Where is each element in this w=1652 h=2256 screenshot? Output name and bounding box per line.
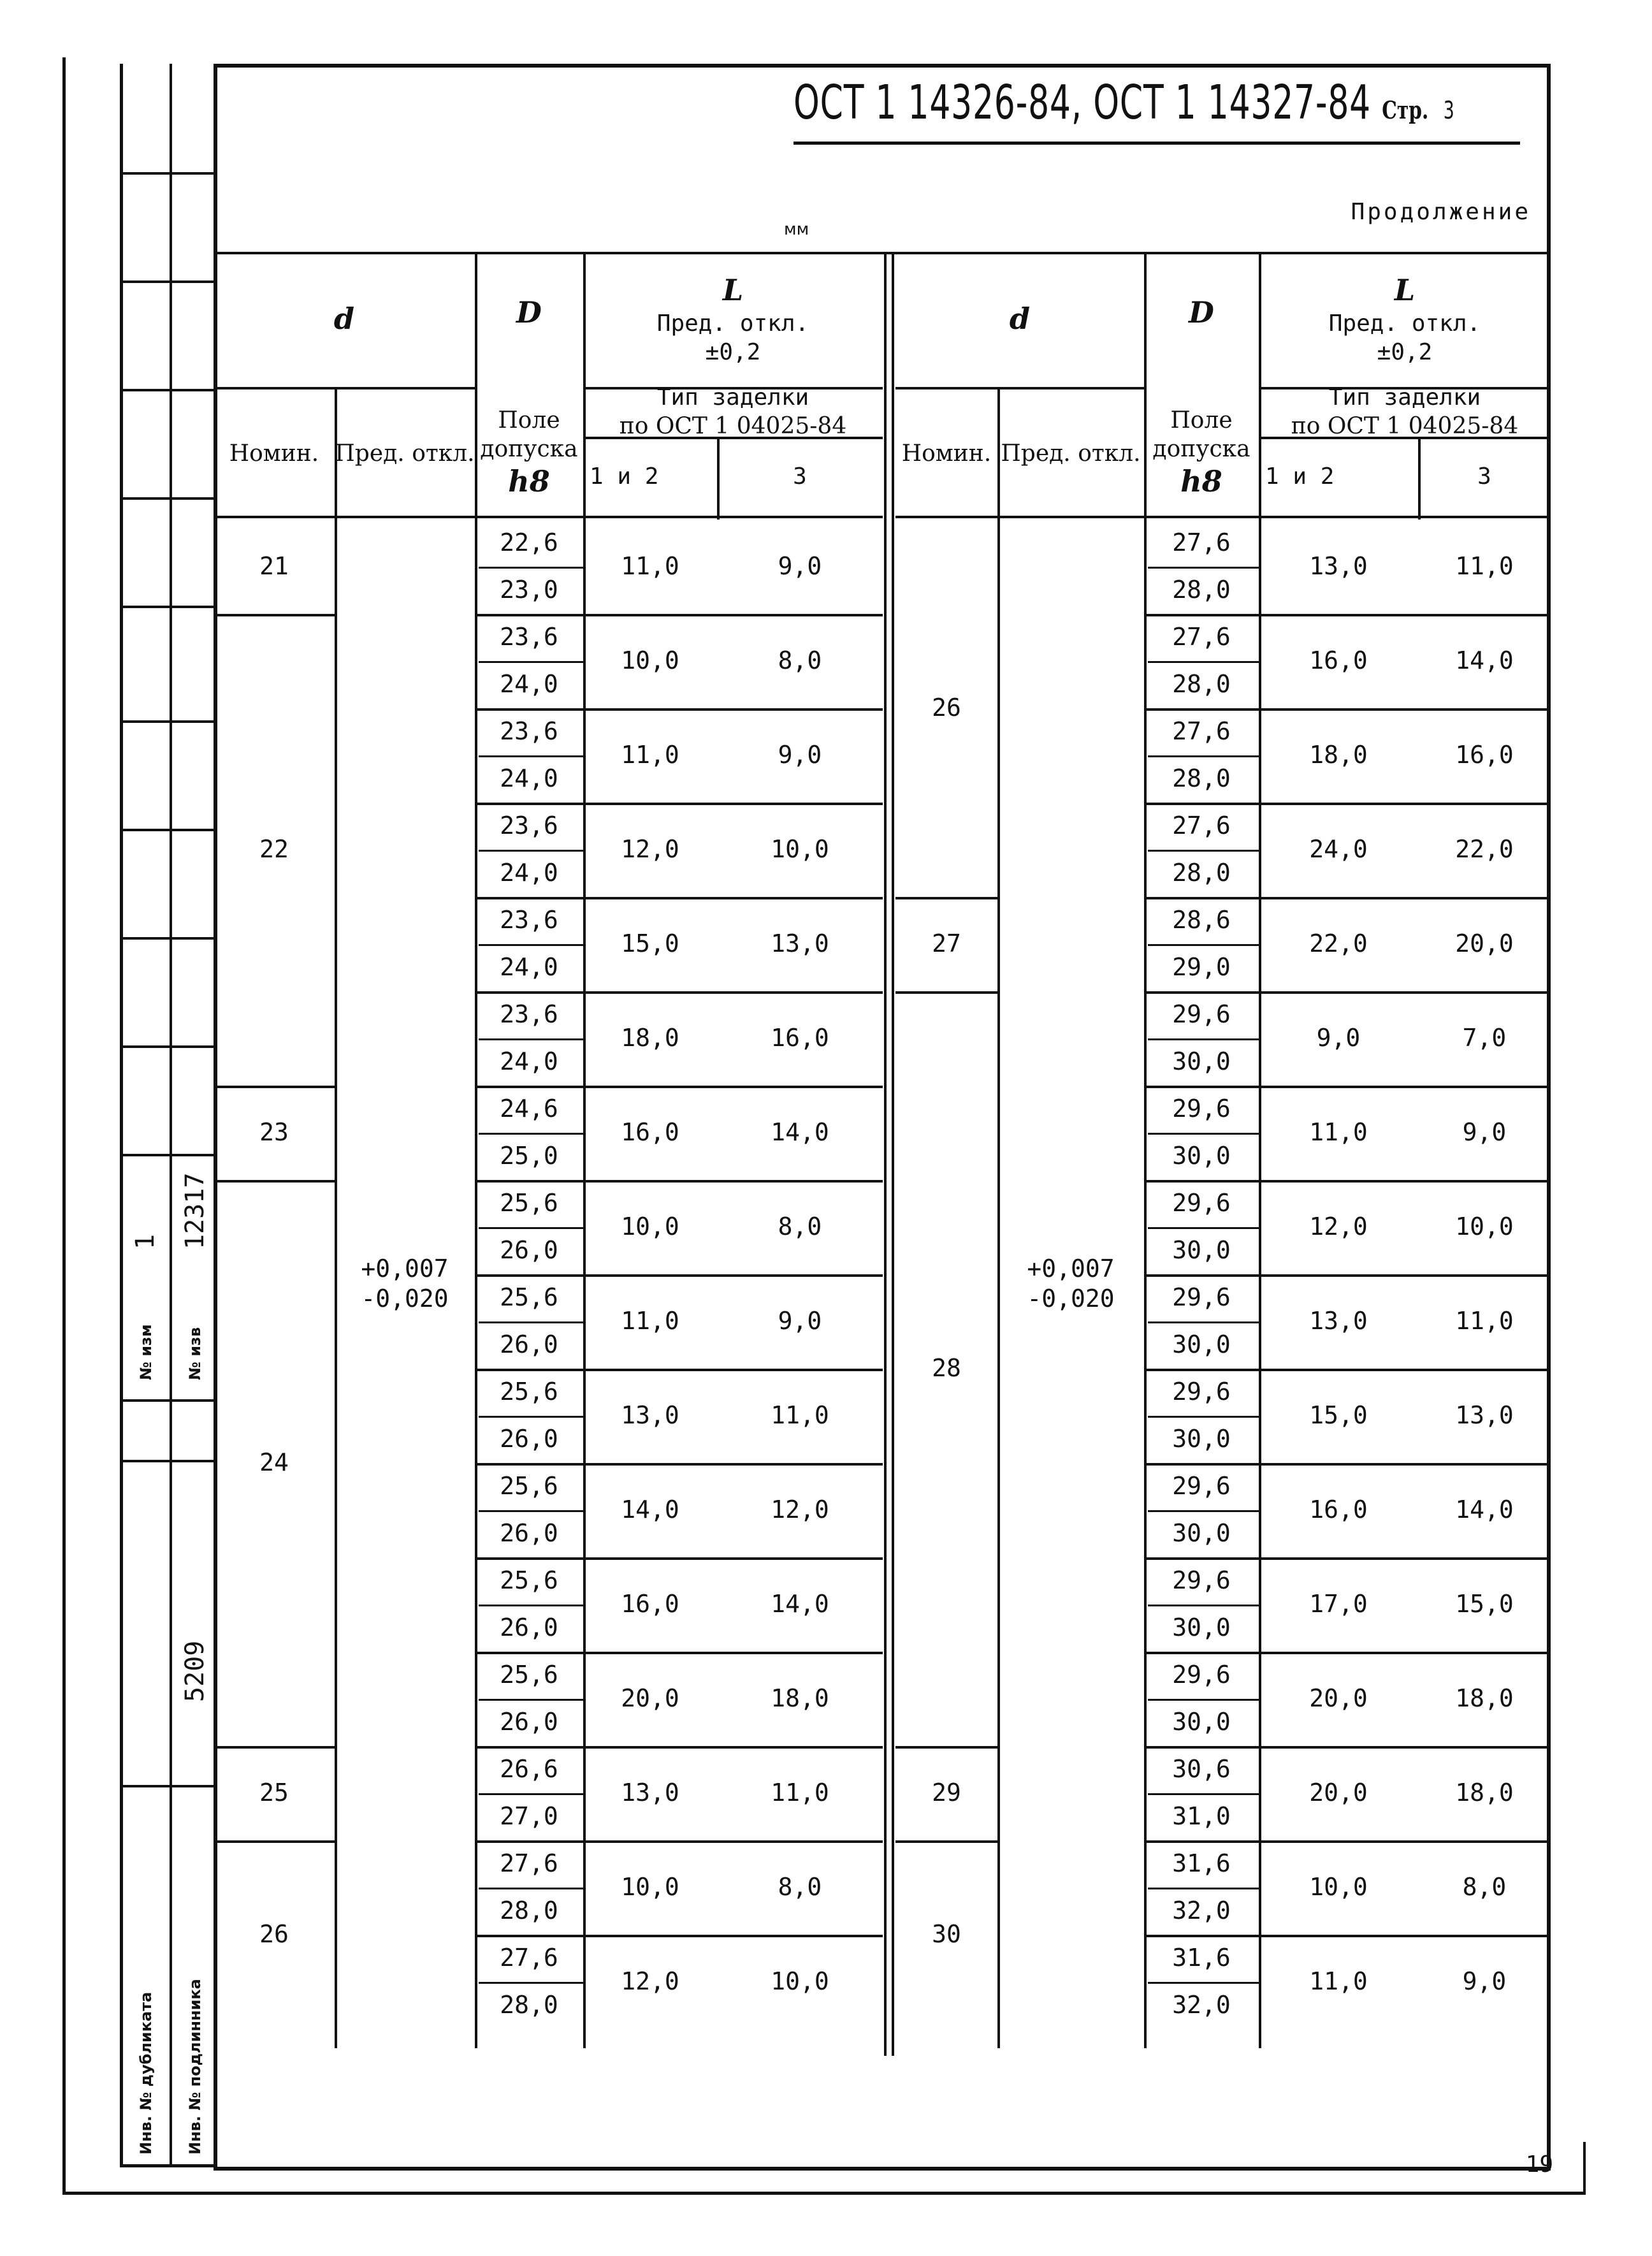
left-embedding-standard: по ОСТ 1 04025-84	[619, 413, 847, 439]
right-L12-value: 11,0	[1309, 1118, 1368, 1147]
right-L3-value: 11,0	[1455, 1307, 1514, 1335]
left-L12-value: 10,0	[621, 646, 679, 675]
right-D-lower: 28,0	[1172, 576, 1231, 604]
right-L3-value: 9,0	[1462, 1118, 1507, 1147]
row-rule	[1144, 614, 1551, 616]
right-D-lower: 30,0	[1172, 1519, 1231, 1548]
D-split-rule	[1148, 755, 1259, 757]
right-d-nominal: 26	[932, 694, 961, 722]
page-label: Стр.	[1382, 96, 1429, 124]
left-L3-value: 13,0	[771, 929, 829, 958]
left-D-lower: 26,0	[500, 1330, 558, 1359]
right-L3-value: 9,0	[1462, 1967, 1507, 1996]
row-rule	[1144, 1369, 1551, 1371]
right-L12-value: 9,0	[1316, 1024, 1361, 1052]
left-D-lower: 24,0	[500, 670, 558, 699]
left-L3-value: 10,0	[771, 835, 829, 864]
D-split-rule	[1148, 1416, 1259, 1418]
left-D-lower: 28,0	[500, 1896, 558, 1925]
D-split-rule	[479, 1793, 583, 1795]
left-D-upper: 27,6	[500, 1849, 558, 1878]
right-L12-value: 17,0	[1309, 1590, 1368, 1619]
left-L12-value: 16,0	[621, 1118, 679, 1147]
right-L3-value: 7,0	[1462, 1024, 1507, 1052]
D-split-rule	[479, 1133, 583, 1135]
D-split-rule	[479, 1605, 583, 1606]
left-D-header: D	[516, 295, 542, 330]
left-L12-value: 11,0	[621, 552, 679, 581]
left-L3-value: 18,0	[771, 1684, 829, 1713]
left-L12-value: 16,0	[621, 1590, 679, 1619]
row-rule	[1144, 1086, 1551, 1088]
right-D-lower: 28,0	[1172, 859, 1231, 887]
right-D-lower: 30,0	[1172, 1236, 1231, 1265]
group-rule	[895, 1746, 997, 1749]
stamp-rule	[120, 1045, 214, 1048]
stamp-change-label: № изм	[137, 1324, 155, 1380]
right-L-deviation-value: ±0,2	[1377, 338, 1433, 365]
sheet-number: 19	[1525, 2151, 1553, 2178]
stamp-column-a	[120, 64, 172, 2167]
row-rule	[1144, 1557, 1551, 1560]
right-D-lower: 30,0	[1172, 1708, 1231, 1736]
row-rule	[1144, 1463, 1551, 1466]
stamp-rule	[120, 172, 214, 175]
left-D-upper: 25,6	[500, 1566, 558, 1595]
right-D-lower: 30,0	[1172, 1613, 1231, 1642]
right-d-nominal: 28	[932, 1354, 961, 1383]
row-rule	[475, 1274, 883, 1277]
right-d-nominal: 27	[932, 929, 961, 958]
row-rule	[1144, 803, 1551, 805]
left-embedding-type-label: Тип заделки	[656, 384, 809, 411]
left-L3-value: 9,0	[778, 1307, 822, 1335]
left-D-upper: 25,6	[500, 1189, 558, 1218]
D-split-rule	[1148, 1888, 1259, 1889]
right-L12-value: 16,0	[1309, 646, 1368, 675]
page-left-rule	[62, 57, 66, 2193]
left-L12-value: 15,0	[621, 929, 679, 958]
row-rule	[1144, 897, 1551, 899]
row-rule	[1144, 1180, 1551, 1183]
group-rule	[214, 1086, 335, 1088]
right-D-header: D	[1189, 295, 1214, 330]
right-D-upper: 29,6	[1172, 1189, 1231, 1218]
right-d-deviation: +0,007 -0,020	[1027, 1254, 1115, 1313]
left-D-upper: 22,6	[500, 528, 558, 557]
row-rule	[475, 1086, 883, 1088]
stamp-rule	[120, 1154, 214, 1156]
unit-label: мм	[784, 220, 809, 239]
right-D-lower: 31,0	[1172, 1802, 1231, 1831]
right-L12-value: 12,0	[1309, 1212, 1368, 1241]
right-L3-value: 16,0	[1455, 741, 1514, 769]
right-D-upper: 29,6	[1172, 1283, 1231, 1312]
left-L12-value: 12,0	[621, 835, 679, 864]
right-D-lower: 30,0	[1172, 1047, 1231, 1076]
left-L-header	[583, 252, 883, 387]
continuation-label: Продолжение	[1351, 199, 1531, 225]
right-L-deviation-label: Пред. откл.	[1328, 310, 1481, 337]
D-split-rule	[479, 755, 583, 757]
left-d-nominal: 21	[259, 552, 289, 581]
left-L12-value: 10,0	[621, 1212, 679, 1241]
left-D-lower: 25,0	[500, 1142, 558, 1170]
left-L12-value: 13,0	[621, 1401, 679, 1430]
left-L12-value: 11,0	[621, 741, 679, 769]
right-tolerance-symbol: h8	[1180, 464, 1222, 499]
page-right-tick	[1583, 2142, 1586, 2194]
D-split-rule	[479, 1416, 583, 1418]
left-D-upper: 25,6	[500, 1661, 558, 1689]
table-half-divider	[884, 252, 887, 2056]
right-L12-value: 22,0	[1309, 929, 1368, 958]
left-D-upper: 23,6	[500, 717, 558, 746]
D-split-rule	[1148, 850, 1259, 852]
row-rule	[475, 1746, 883, 1749]
row-rule	[475, 1840, 883, 1843]
row-rule	[475, 1369, 883, 1371]
left-D-upper: 23,6	[500, 623, 558, 651]
D-split-rule	[1148, 1982, 1259, 1984]
right-D-upper: 31,6	[1172, 1944, 1231, 1972]
left-L12-value: 11,0	[621, 1307, 679, 1335]
row-rule	[1144, 708, 1551, 711]
row-rule	[475, 897, 883, 899]
right-L12-value: 24,0	[1309, 835, 1368, 864]
right-D-upper: 29,6	[1172, 1566, 1231, 1595]
left-D-lower: 26,0	[500, 1236, 558, 1265]
group-rule	[895, 991, 997, 994]
left-D-lower: 24,0	[500, 859, 558, 887]
right-D-upper: 31,6	[1172, 1849, 1231, 1878]
left-D-lower: 24,0	[500, 1047, 558, 1076]
right-L12-value: 11,0	[1309, 1967, 1368, 1996]
right-tolerance-label: Поле допуска	[1152, 407, 1250, 463]
left-d-deviation: +0,007 -0,020	[361, 1254, 449, 1313]
left-D-upper: 25,6	[500, 1472, 558, 1501]
body-rule-v	[475, 520, 477, 2048]
right-L3-value: 14,0	[1455, 646, 1514, 675]
stamp-rule	[120, 720, 214, 723]
right-d-nominal: 29	[932, 1779, 961, 1807]
left-type3-header: 3	[793, 463, 807, 490]
right-embedding-header	[1259, 384, 1551, 439]
row-rule	[475, 803, 883, 805]
table-half-divider	[892, 252, 894, 2056]
D-split-rule	[1148, 1699, 1259, 1701]
right-L12-value: 10,0	[1309, 1873, 1368, 1902]
row-rule	[475, 991, 883, 994]
stamp-rule	[120, 606, 214, 608]
row-rule	[1144, 991, 1551, 994]
right-D-lower: 30,0	[1172, 1142, 1231, 1170]
right-type12-header: 1 и 2	[1265, 463, 1335, 490]
left-L3-value: 9,0	[778, 552, 822, 581]
left-D-upper: 23,6	[500, 1000, 558, 1029]
left-d-header: d	[333, 302, 355, 337]
left-D-upper: 23,6	[500, 811, 558, 840]
D-split-rule	[1148, 1321, 1259, 1323]
row-rule	[475, 1463, 883, 1466]
left-d-nominal: 26	[259, 1920, 289, 1949]
title-underline	[793, 142, 1520, 145]
left-D-lower: 26,0	[500, 1519, 558, 1548]
right-D-upper: 27,6	[1172, 811, 1231, 840]
row-rule	[475, 1935, 883, 1937]
left-L3-value: 12,0	[771, 1496, 829, 1524]
document-title	[793, 75, 1455, 130]
left-D-lower: 26,0	[500, 1613, 558, 1642]
row-rule	[475, 1557, 883, 1560]
left-deviation-header: Пред. откл.	[335, 440, 475, 467]
right-L-symbol: L	[1394, 273, 1416, 308]
stamp-column-b	[172, 64, 214, 2167]
right-L12-value: 20,0	[1309, 1684, 1368, 1713]
right-D-upper: 27,6	[1172, 717, 1231, 746]
right-D-lower: 28,0	[1172, 670, 1231, 699]
row-rule	[1144, 1746, 1551, 1749]
D-split-rule	[479, 1699, 583, 1701]
left-D-upper: 24,6	[500, 1095, 558, 1123]
right-nominal-header: Номин.	[901, 440, 992, 467]
left-L3-value: 8,0	[778, 646, 822, 675]
row-rule	[475, 708, 883, 711]
right-embedding-standard: по ОСТ 1 04025-84	[1291, 413, 1519, 439]
row-rule	[1144, 1840, 1551, 1843]
right-D-upper: 29,6	[1172, 1472, 1231, 1501]
left-L-deviation-value: ±0,2	[705, 338, 761, 365]
left-d-nominal: 24	[259, 1448, 289, 1477]
D-split-rule	[479, 1888, 583, 1889]
left-D-upper: 25,6	[500, 1283, 558, 1312]
left-L3-value: 14,0	[771, 1118, 829, 1147]
left-L3-value: 14,0	[771, 1590, 829, 1619]
left-L3-value: 11,0	[771, 1401, 829, 1430]
body-rule-v	[1144, 520, 1147, 2048]
stamp-rule	[120, 1785, 214, 1787]
right-L3-value: 18,0	[1455, 1684, 1514, 1713]
right-D-lower: 30,0	[1172, 1330, 1231, 1359]
right-D-upper: 29,6	[1172, 1378, 1231, 1406]
D-split-rule	[1148, 1227, 1259, 1229]
stamp-rule	[120, 829, 214, 831]
right-L3-value: 10,0	[1455, 1212, 1514, 1241]
stamp-rule	[120, 1399, 214, 1402]
stamp-rule	[120, 937, 214, 940]
left-D-upper: 23,6	[500, 906, 558, 935]
group-rule	[214, 1840, 335, 1843]
right-embedding-type-label: Тип заделки	[1328, 384, 1481, 411]
page-number: 3	[1443, 96, 1455, 124]
D-split-rule	[1148, 1793, 1259, 1795]
D-split-rule	[479, 944, 583, 946]
D-split-rule	[479, 1038, 583, 1040]
left-d-nominal: 22	[259, 835, 289, 864]
left-L3-value: 8,0	[778, 1212, 822, 1241]
document-number: ОСТ 1 14326-84, ОСТ 1 14327-84	[793, 75, 1372, 130]
right-D-lower: 30,0	[1172, 1425, 1231, 1453]
D-split-rule	[1148, 567, 1259, 569]
right-L3-value: 11,0	[1455, 552, 1514, 581]
right-D-upper: 29,6	[1172, 1661, 1231, 1689]
stamp-change-number: 1	[131, 1234, 160, 1249]
stamp-notice-number: 12317	[180, 1172, 210, 1249]
left-L3-value: 11,0	[771, 1779, 829, 1807]
stamp-notice-label: № изв	[186, 1327, 204, 1380]
right-L-header	[1259, 252, 1551, 387]
D-split-rule	[479, 661, 583, 663]
left-type12-header: 1 и 2	[590, 463, 659, 490]
right-D-lower: 32,0	[1172, 1896, 1231, 1925]
group-rule	[214, 1746, 335, 1749]
left-L12-value: 14,0	[621, 1496, 679, 1524]
right-D-upper: 28,6	[1172, 906, 1231, 935]
right-L3-value: 15,0	[1455, 1590, 1514, 1619]
right-L3-value: 13,0	[1455, 1401, 1514, 1430]
left-L3-value: 8,0	[778, 1873, 822, 1902]
D-split-rule	[1148, 1038, 1259, 1040]
stamp-original-number: 5209	[180, 1640, 210, 1702]
left-nominal-header: Номин.	[229, 440, 319, 467]
left-tolerance-label: Поле допуска	[480, 407, 578, 463]
stamp-rule	[120, 497, 214, 500]
D-split-rule	[479, 1982, 583, 1984]
right-d-nominal: 30	[932, 1920, 961, 1949]
row-rule	[475, 1180, 883, 1183]
left-L3-value: 16,0	[771, 1024, 829, 1052]
D-split-rule	[1148, 944, 1259, 946]
left-d-nominal: 25	[259, 1779, 289, 1807]
D-split-rule	[479, 567, 583, 569]
stamp-rule	[120, 280, 214, 283]
left-D-upper: 26,6	[500, 1755, 558, 1784]
stamp-duplicate-label: Инв. № дубликата	[137, 1991, 155, 2155]
D-split-rule	[1148, 1605, 1259, 1606]
stamp-original-label: Инв. № подлинника	[186, 1979, 204, 2155]
D-split-rule	[479, 850, 583, 852]
right-L12-value: 13,0	[1309, 1307, 1368, 1335]
right-L12-value: 20,0	[1309, 1779, 1368, 1807]
left-embedding-header	[583, 384, 883, 439]
right-D-upper: 29,6	[1172, 1095, 1231, 1123]
right-d-header: d	[1009, 302, 1031, 337]
stamp-rule	[120, 2164, 214, 2167]
left-D-lower: 26,0	[500, 1708, 558, 1736]
right-D-upper: 27,6	[1172, 528, 1231, 557]
group-rule	[895, 1840, 997, 1843]
left-L12-value: 10,0	[621, 1873, 679, 1902]
left-L-deviation-label: Пред. откл.	[656, 310, 809, 337]
left-D-lower: 24,0	[500, 764, 558, 793]
right-L12-value: 15,0	[1309, 1401, 1368, 1430]
left-D-upper: 27,6	[500, 1944, 558, 1972]
left-L-symbol: L	[722, 273, 744, 308]
right-L3-value: 18,0	[1455, 1779, 1514, 1807]
right-L12-value: 18,0	[1309, 741, 1368, 769]
right-L3-value: 20,0	[1455, 929, 1514, 958]
left-tolerance-symbol: h8	[508, 464, 550, 499]
left-d-nominal: 23	[259, 1118, 289, 1147]
D-split-rule	[1148, 661, 1259, 663]
left-L12-value: 20,0	[621, 1684, 679, 1713]
left-L12-value: 12,0	[621, 1967, 679, 1996]
group-rule	[214, 1180, 335, 1183]
left-L12-value: 13,0	[621, 1779, 679, 1807]
stamp-rule	[120, 1460, 214, 1462]
left-tolerance-header	[475, 387, 583, 520]
row-rule	[1144, 1652, 1551, 1654]
D-split-rule	[479, 1227, 583, 1229]
right-deviation-header: Пред. откл.	[1001, 440, 1141, 467]
right-D-lower: 29,0	[1172, 953, 1231, 982]
row-rule	[475, 614, 883, 616]
right-L12-value: 13,0	[1309, 552, 1368, 581]
right-D-upper: 30,6	[1172, 1755, 1231, 1784]
stamp-rule	[120, 389, 214, 391]
right-L12-value: 16,0	[1309, 1496, 1368, 1524]
left-D-upper: 25,6	[500, 1378, 558, 1406]
page-bottom-rule	[62, 2192, 1586, 2195]
left-D-lower: 28,0	[500, 1991, 558, 2019]
group-rule	[895, 897, 997, 899]
left-D-lower: 26,0	[500, 1425, 558, 1453]
row-rule	[475, 1652, 883, 1654]
left-D-lower: 23,0	[500, 576, 558, 604]
dimensions-table	[214, 252, 1551, 2069]
right-L3-value: 22,0	[1455, 835, 1514, 864]
D-split-rule	[479, 1321, 583, 1323]
right-D-upper: 27,6	[1172, 623, 1231, 651]
right-type3-header: 3	[1477, 463, 1491, 490]
left-L12-value: 18,0	[621, 1024, 679, 1052]
D-split-rule	[1148, 1133, 1259, 1135]
D-split-rule	[1148, 1510, 1259, 1512]
right-D-lower: 32,0	[1172, 1991, 1231, 2019]
right-tolerance-header	[1144, 387, 1259, 520]
group-rule	[214, 614, 335, 616]
row-rule	[1144, 1274, 1551, 1277]
left-L3-value: 10,0	[771, 1967, 829, 1996]
right-L3-value: 14,0	[1455, 1496, 1514, 1524]
left-L3-value: 9,0	[778, 741, 822, 769]
right-D-upper: 29,6	[1172, 1000, 1231, 1029]
right-L3-value: 8,0	[1462, 1873, 1507, 1902]
right-D-lower: 28,0	[1172, 764, 1231, 793]
left-D-lower: 27,0	[500, 1802, 558, 1831]
D-split-rule	[479, 1510, 583, 1512]
left-D-lower: 24,0	[500, 953, 558, 982]
row-rule	[1144, 1935, 1551, 1937]
